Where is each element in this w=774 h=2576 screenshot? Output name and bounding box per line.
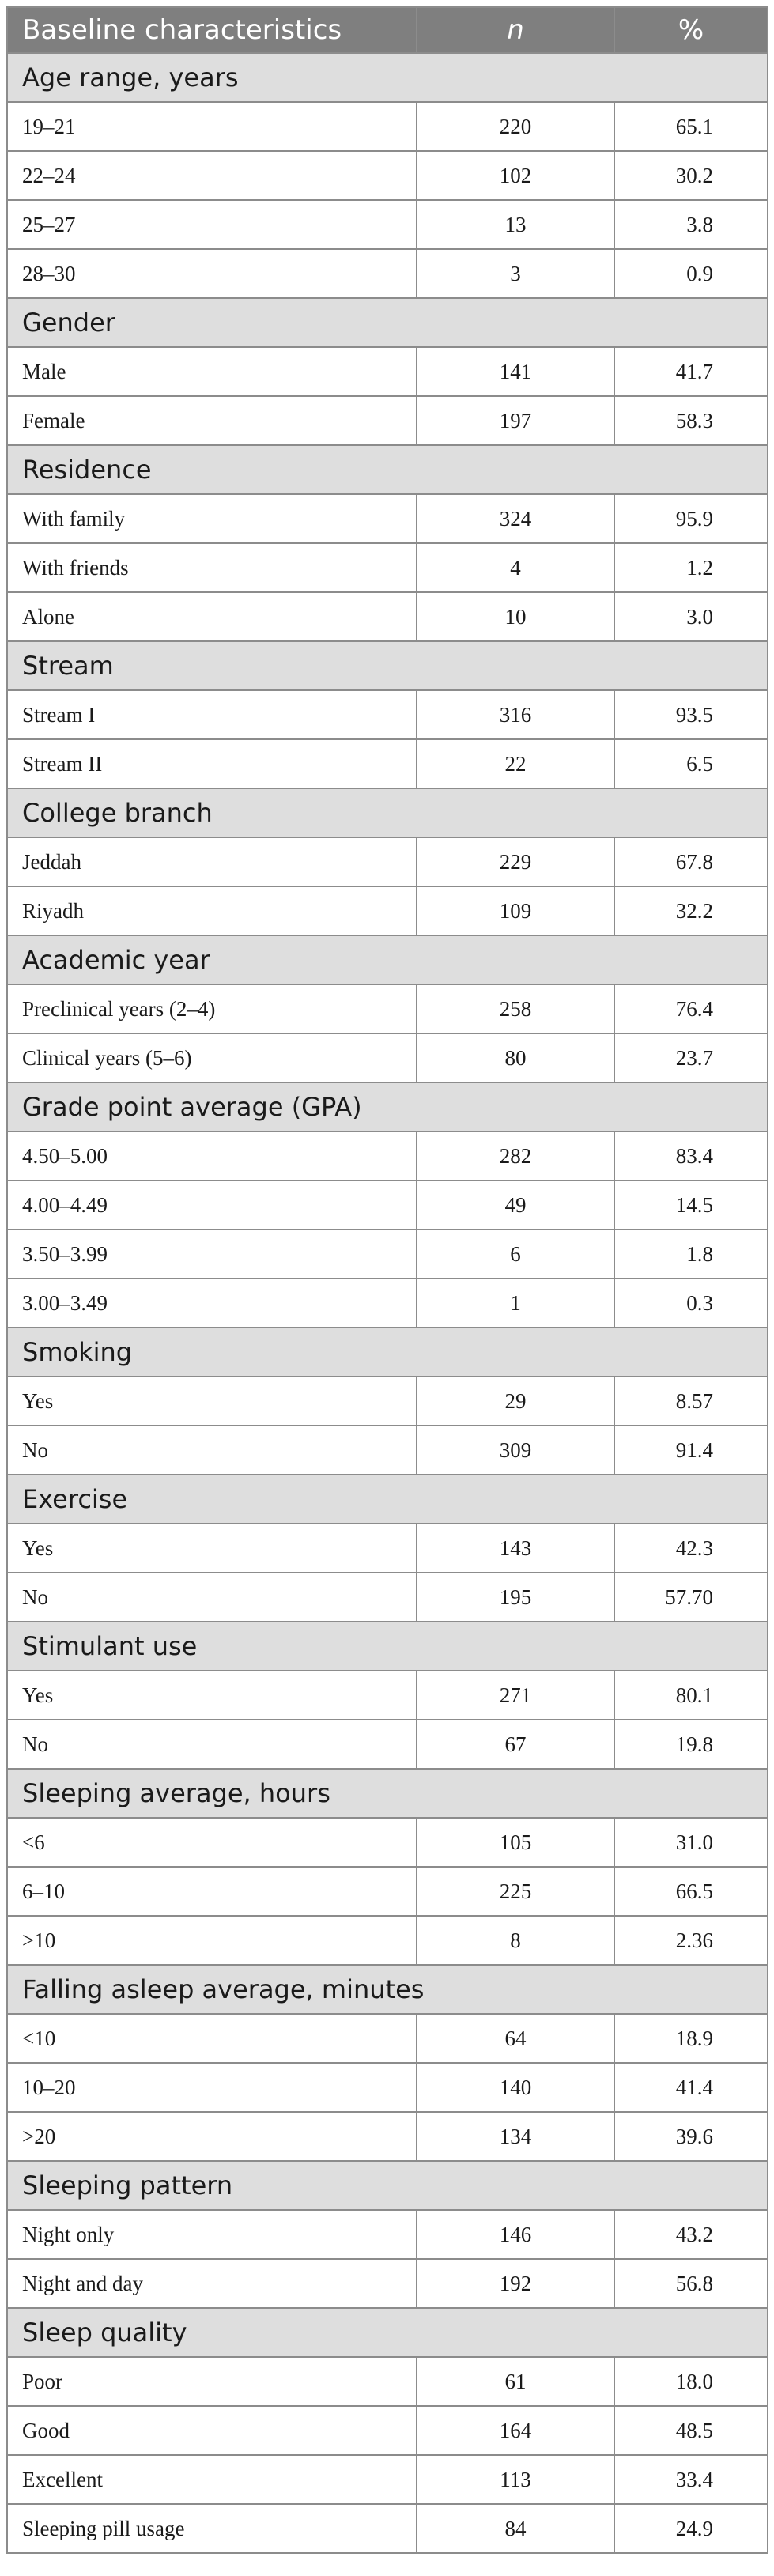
row-percent: 3.8 xyxy=(614,200,768,249)
table-row xyxy=(7,1229,768,1279)
row-percent: 93.5 xyxy=(614,690,768,739)
section-header-row xyxy=(7,2308,768,2357)
row-count: 64 xyxy=(417,2014,614,2063)
section-header-row xyxy=(7,641,768,690)
row-count: 102 xyxy=(417,151,614,200)
row-label: Male xyxy=(7,347,417,396)
row-label: No xyxy=(7,1573,417,1622)
section-title: Grade point average (GPA) xyxy=(7,1082,768,1131)
row-label: <6 xyxy=(7,1818,417,1867)
row-label: Good xyxy=(7,2406,417,2455)
row-percent: 24.9 xyxy=(614,2504,768,2553)
row-count: 271 xyxy=(417,1671,614,1720)
row-label: With friends xyxy=(7,543,417,592)
table-row xyxy=(7,1180,768,1229)
row-percent: 58.3 xyxy=(614,396,768,445)
row-count: 8 xyxy=(417,1916,614,1965)
table-header xyxy=(7,7,768,53)
table-row xyxy=(7,1377,768,1426)
row-count: 4 xyxy=(417,543,614,592)
row-label: Clinical years (5–6) xyxy=(7,1033,417,1082)
row-count: 225 xyxy=(417,1867,614,1916)
row-percent: 3.0 xyxy=(614,592,768,641)
row-label: 4.00–4.49 xyxy=(7,1180,417,1229)
table-row xyxy=(7,1671,768,1720)
row-label: Poor xyxy=(7,2357,417,2406)
table-row xyxy=(7,690,768,739)
table-row xyxy=(7,1033,768,1082)
row-count: 80 xyxy=(417,1033,614,1082)
section-header-row xyxy=(7,1965,768,2014)
table-row xyxy=(7,2259,768,2308)
row-percent: 18.9 xyxy=(614,2014,768,2063)
table-row xyxy=(7,1573,768,1622)
table-row xyxy=(7,2063,768,2112)
table-row xyxy=(7,396,768,445)
section-title: Smoking xyxy=(7,1328,768,1377)
row-percent: 0.3 xyxy=(614,1279,768,1328)
row-count: 282 xyxy=(417,1131,614,1180)
row-label: 6–10 xyxy=(7,1867,417,1916)
row-label: Night only xyxy=(7,2210,417,2259)
section-header-row xyxy=(7,298,768,347)
row-count: 195 xyxy=(417,1573,614,1622)
row-label: 4.50–5.00 xyxy=(7,1131,417,1180)
row-label: 3.00–3.49 xyxy=(7,1279,417,1328)
row-percent: 6.5 xyxy=(614,739,768,788)
row-label: Stream II xyxy=(7,739,417,788)
baseline-characteristics-table xyxy=(6,6,768,2554)
row-label: Night and day xyxy=(7,2259,417,2308)
row-percent: 8.57 xyxy=(614,1377,768,1426)
row-percent: 32.2 xyxy=(614,886,768,935)
table-row xyxy=(7,347,768,396)
row-label: 19–21 xyxy=(7,102,417,151)
section-title: Stream xyxy=(7,641,768,690)
row-label: >10 xyxy=(7,1916,417,1965)
row-label: >20 xyxy=(7,2112,417,2161)
row-count: 3 xyxy=(417,249,614,298)
table-row xyxy=(7,2210,768,2259)
section-title: Sleeping pattern xyxy=(7,2161,768,2210)
row-label: Yes xyxy=(7,1524,417,1573)
section-title: College branch xyxy=(7,788,768,837)
section-header-row xyxy=(7,1082,768,1131)
section-title: Falling asleep average, minutes xyxy=(7,1965,768,2014)
row-count: 67 xyxy=(417,1720,614,1769)
table-row xyxy=(7,494,768,543)
row-count: 164 xyxy=(417,2406,614,2455)
section-header-row xyxy=(7,2161,768,2210)
row-count: 61 xyxy=(417,2357,614,2406)
row-percent: 1.8 xyxy=(614,1229,768,1279)
row-label: <10 xyxy=(7,2014,417,2063)
row-count: 134 xyxy=(417,2112,614,2161)
row-count: 13 xyxy=(417,200,614,249)
table-row xyxy=(7,2112,768,2161)
table-row xyxy=(7,1279,768,1328)
row-percent: 0.9 xyxy=(614,249,768,298)
section-title: Sleeping average, hours xyxy=(7,1769,768,1818)
row-percent: 30.2 xyxy=(614,151,768,200)
row-percent: 56.8 xyxy=(614,2259,768,2308)
row-label: 25–27 xyxy=(7,200,417,249)
row-count: 84 xyxy=(417,2504,614,2553)
row-percent: 31.0 xyxy=(614,1818,768,1867)
row-count: 146 xyxy=(417,2210,614,2259)
row-percent: 14.5 xyxy=(614,1180,768,1229)
row-count: 6 xyxy=(417,1229,614,1279)
table-row xyxy=(7,249,768,298)
row-percent: 67.8 xyxy=(614,837,768,886)
row-percent: 39.6 xyxy=(614,2112,768,2161)
row-percent: 2.36 xyxy=(614,1916,768,1965)
row-count: 105 xyxy=(417,1818,614,1867)
row-percent: 41.7 xyxy=(614,347,768,396)
table-row xyxy=(7,1720,768,1769)
row-count: 229 xyxy=(417,837,614,886)
row-label: Riyadh xyxy=(7,886,417,935)
row-percent: 43.2 xyxy=(614,2210,768,2259)
table-row xyxy=(7,1916,768,1965)
section-header-row xyxy=(7,935,768,984)
row-count: 109 xyxy=(417,886,614,935)
table-row xyxy=(7,1426,768,1475)
row-count: 22 xyxy=(417,739,614,788)
row-percent: 95.9 xyxy=(614,494,768,543)
table-row xyxy=(7,2357,768,2406)
header-characteristics: Baseline characteristics xyxy=(7,7,417,53)
header-n: n xyxy=(417,7,614,53)
table-row xyxy=(7,543,768,592)
table-row xyxy=(7,102,768,151)
row-label: No xyxy=(7,1720,417,1769)
row-percent: 83.4 xyxy=(614,1131,768,1180)
row-label: 3.50–3.99 xyxy=(7,1229,417,1279)
row-percent: 65.1 xyxy=(614,102,768,151)
row-label: Sleeping pill usage xyxy=(7,2504,417,2553)
table-row xyxy=(7,984,768,1033)
row-count: 143 xyxy=(417,1524,614,1573)
row-percent: 80.1 xyxy=(614,1671,768,1720)
section-header-row xyxy=(7,1769,768,1818)
row-percent: 91.4 xyxy=(614,1426,768,1475)
table-row xyxy=(7,1524,768,1573)
section-header-row xyxy=(7,53,768,102)
row-count: 258 xyxy=(417,984,614,1033)
section-header-row xyxy=(7,788,768,837)
section-title: Residence xyxy=(7,445,768,494)
row-count: 29 xyxy=(417,1377,614,1426)
table-body xyxy=(7,53,768,2553)
table-row xyxy=(7,2406,768,2455)
row-label: Alone xyxy=(7,592,417,641)
row-percent: 19.8 xyxy=(614,1720,768,1769)
section-title: Academic year xyxy=(7,935,768,984)
header-row xyxy=(7,7,768,53)
row-label: Female xyxy=(7,396,417,445)
row-percent: 33.4 xyxy=(614,2455,768,2504)
row-percent: 18.0 xyxy=(614,2357,768,2406)
row-count: 316 xyxy=(417,690,614,739)
row-count: 1 xyxy=(417,1279,614,1328)
row-count: 113 xyxy=(417,2455,614,2504)
row-count: 10 xyxy=(417,592,614,641)
table-row xyxy=(7,200,768,249)
row-label: Stream I xyxy=(7,690,417,739)
row-count: 49 xyxy=(417,1180,614,1229)
section-header-row xyxy=(7,1475,768,1524)
row-label: 10–20 xyxy=(7,2063,417,2112)
section-title: Exercise xyxy=(7,1475,768,1524)
row-count: 197 xyxy=(417,396,614,445)
table-row xyxy=(7,592,768,641)
row-label: 28–30 xyxy=(7,249,417,298)
row-label: Excellent xyxy=(7,2455,417,2504)
table-row xyxy=(7,151,768,200)
table-row xyxy=(7,2455,768,2504)
table-row xyxy=(7,2014,768,2063)
row-percent: 42.3 xyxy=(614,1524,768,1573)
table-row xyxy=(7,1131,768,1180)
row-count: 324 xyxy=(417,494,614,543)
table-row xyxy=(7,886,768,935)
row-label: Yes xyxy=(7,1377,417,1426)
section-title: Sleep quality xyxy=(7,2308,768,2357)
row-percent: 41.4 xyxy=(614,2063,768,2112)
row-count: 141 xyxy=(417,347,614,396)
row-label: 22–24 xyxy=(7,151,417,200)
table-row xyxy=(7,1867,768,1916)
row-percent: 23.7 xyxy=(614,1033,768,1082)
row-percent: 1.2 xyxy=(614,543,768,592)
table-row xyxy=(7,739,768,788)
row-percent: 48.5 xyxy=(614,2406,768,2455)
row-label: No xyxy=(7,1426,417,1475)
row-count: 192 xyxy=(417,2259,614,2308)
row-label: Jeddah xyxy=(7,837,417,886)
row-label: Yes xyxy=(7,1671,417,1720)
row-percent: 76.4 xyxy=(614,984,768,1033)
section-title: Age range, years xyxy=(7,53,768,102)
section-header-row xyxy=(7,1328,768,1377)
table-row xyxy=(7,837,768,886)
section-header-row xyxy=(7,1622,768,1671)
row-label: With family xyxy=(7,494,417,543)
table-row xyxy=(7,1818,768,1867)
section-title: Stimulant use xyxy=(7,1622,768,1671)
row-label: Preclinical years (2–4) xyxy=(7,984,417,1033)
header-percent: % xyxy=(614,7,768,53)
row-percent: 66.5 xyxy=(614,1867,768,1916)
table-row xyxy=(7,2504,768,2553)
row-count: 140 xyxy=(417,2063,614,2112)
row-count: 220 xyxy=(417,102,614,151)
row-percent: 57.70 xyxy=(614,1573,768,1622)
row-count: 309 xyxy=(417,1426,614,1475)
section-header-row xyxy=(7,445,768,494)
section-title: Gender xyxy=(7,298,768,347)
